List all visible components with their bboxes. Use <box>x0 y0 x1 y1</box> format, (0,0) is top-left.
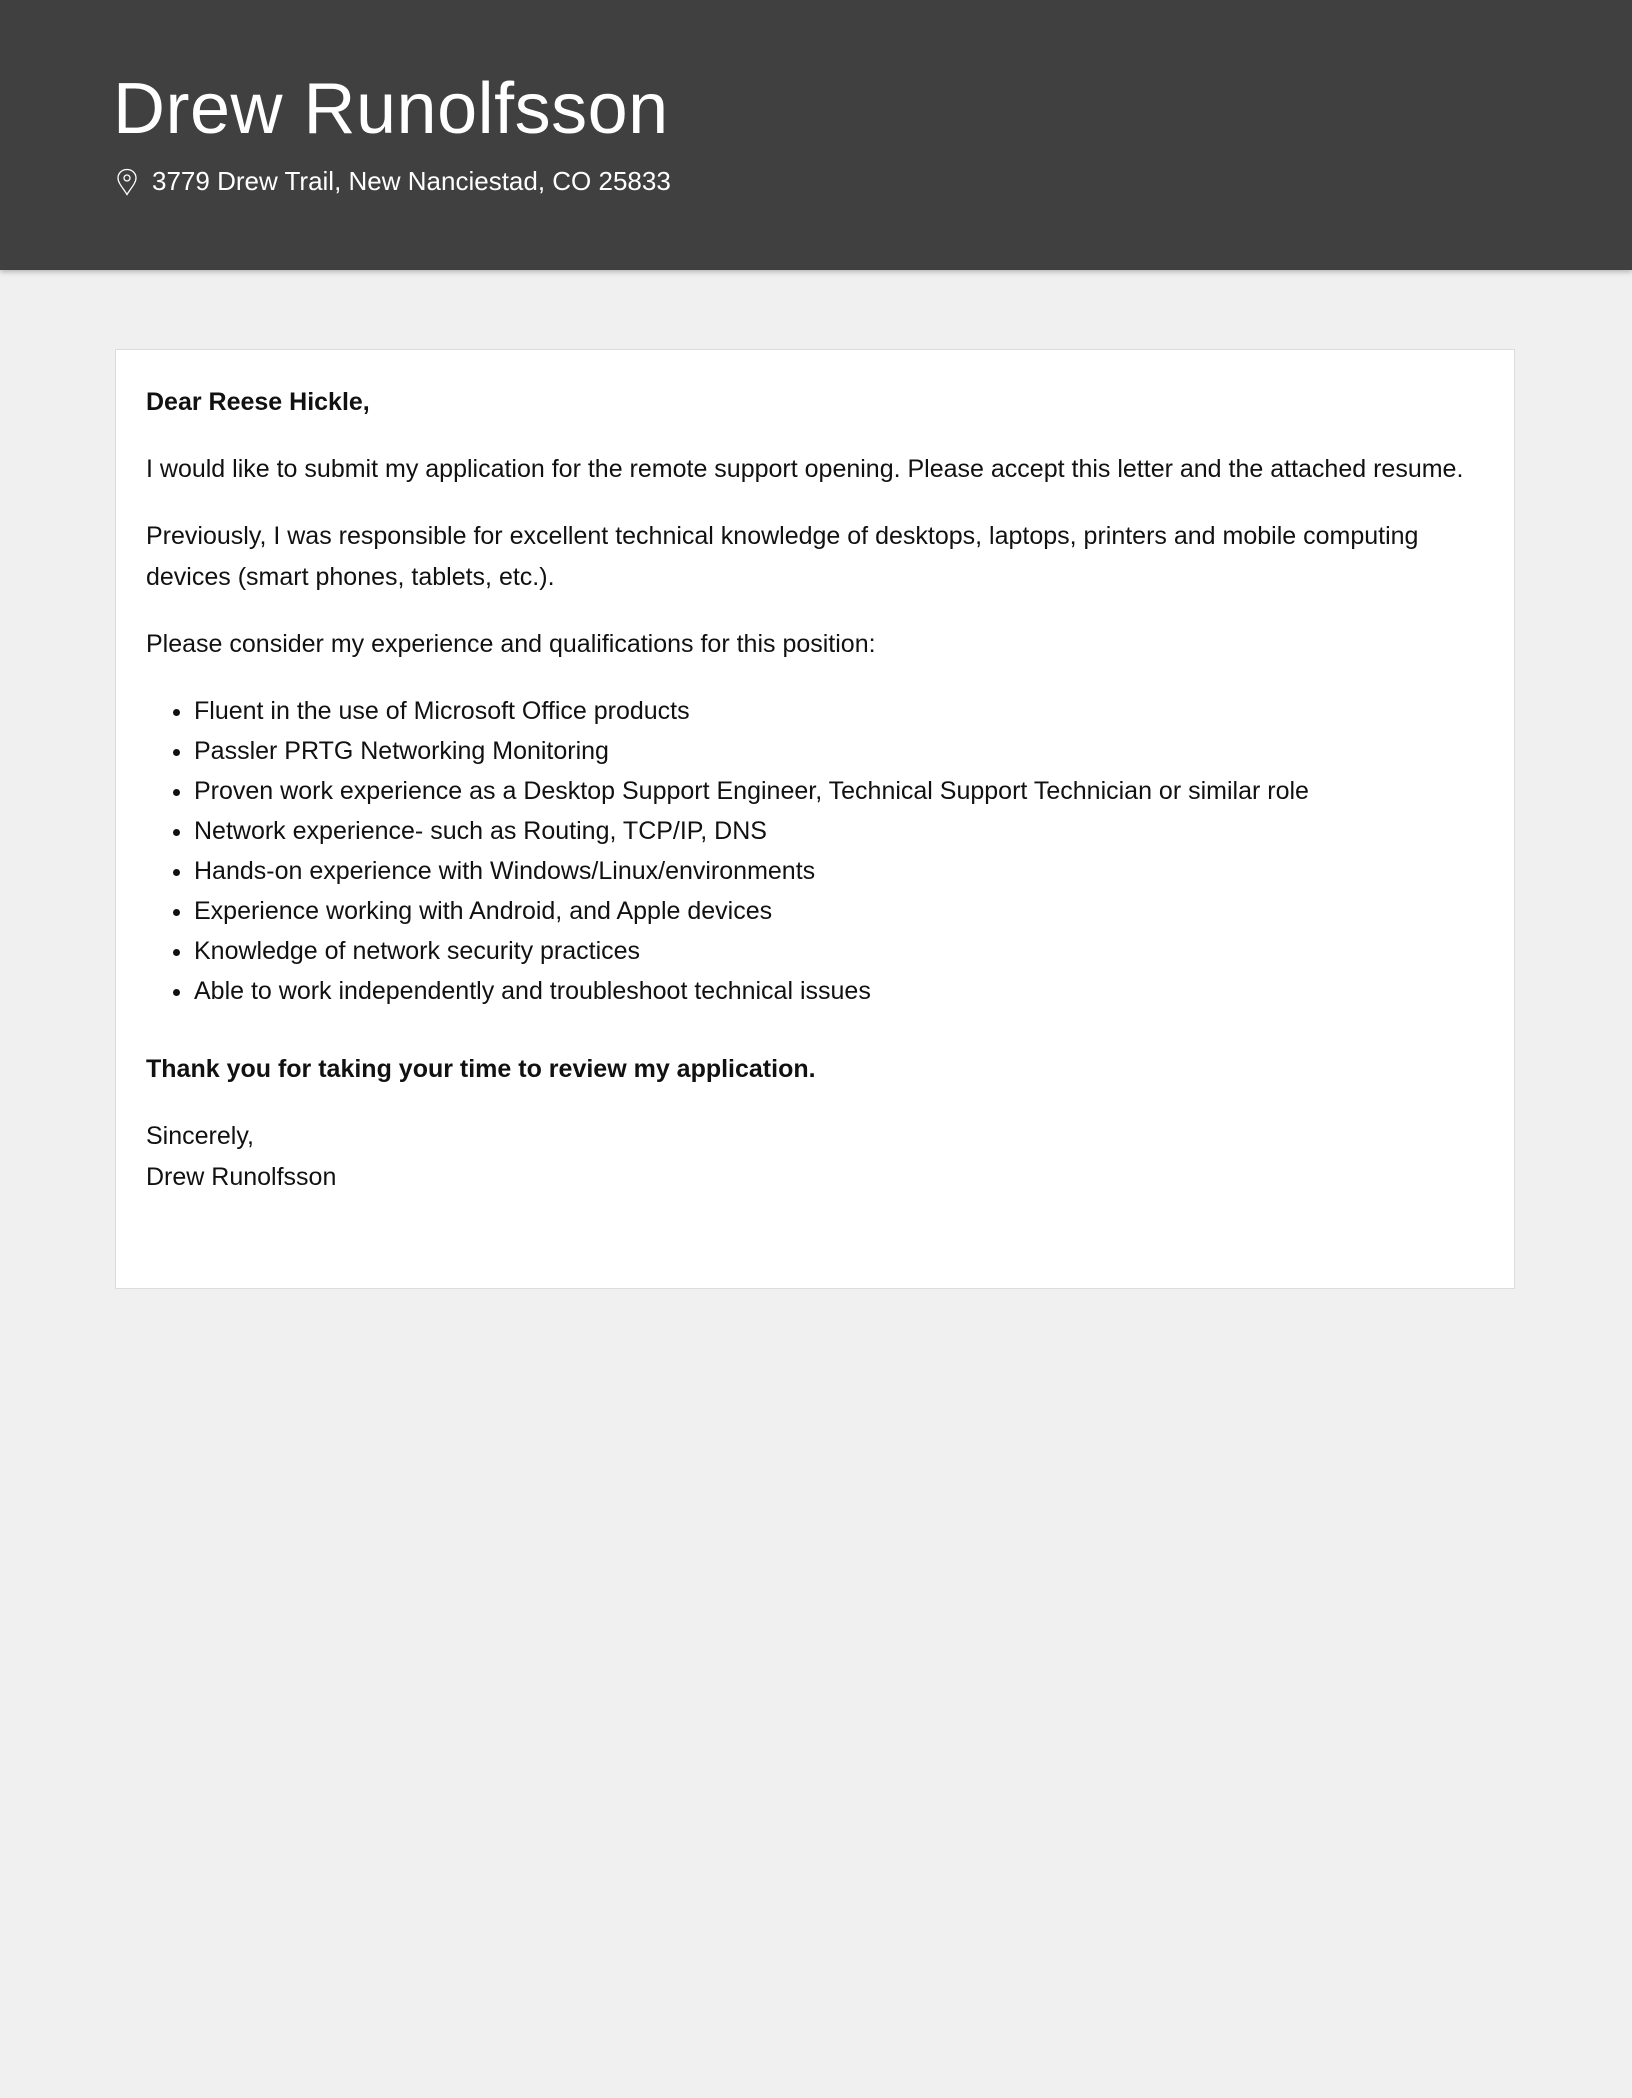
applicant-name: Drew Runolfsson <box>113 69 669 149</box>
list-item: • Hands-on experience with Windows/Linux/environments <box>194 851 1484 891</box>
address <box>116 166 671 197</box>
list-item: • Fluent in the use of Microsoft Office products <box>194 691 1484 731</box>
cover-letter <box>115 349 1515 1289</box>
list-item: • Network experience- such as Routing, TCP/IP, DNS <box>194 811 1484 851</box>
paragraph-experience: Previously, I was responsible for excellent technical knowledge of desktops, laptops, printers and mobile computing devices (smart phones, tablets, etc.). <box>146 522 1419 591</box>
paragraph-intro: I would like to submit my application for the remote support opening. Please accept this letter and the attached resume. <box>146 455 1464 483</box>
paragraph-consider: Please consider my experience and qualifications for this position: <box>146 630 876 658</box>
page-header <box>0 0 1632 270</box>
qualifications-list <box>146 691 1484 1011</box>
list-item: • Proven work experience as a Desktop Support Engineer, Technical Support Technician or similar role <box>194 771 1484 811</box>
list-item: • Able to work independently and troubleshoot technical issues <box>194 971 1484 1011</box>
closing-thanks: Thank you for taking your time to review my application. <box>146 1055 816 1083</box>
list-item: • Passler PRTG Networking Monitoring <box>194 731 1484 771</box>
list-item: • Knowledge of network security practices <box>194 931 1484 971</box>
signature: Drew Runolfsson <box>146 1163 337 1191</box>
greeting: Dear Reese Hickle, <box>146 388 370 416</box>
map-pin-icon <box>116 168 138 196</box>
list-item: • Experience working with Android, and Apple devices <box>194 891 1484 931</box>
signoff: Sincerely, <box>146 1122 254 1150</box>
address-text: 3779 Drew Trail, New Nanciestad, CO 25833 <box>152 166 671 196</box>
